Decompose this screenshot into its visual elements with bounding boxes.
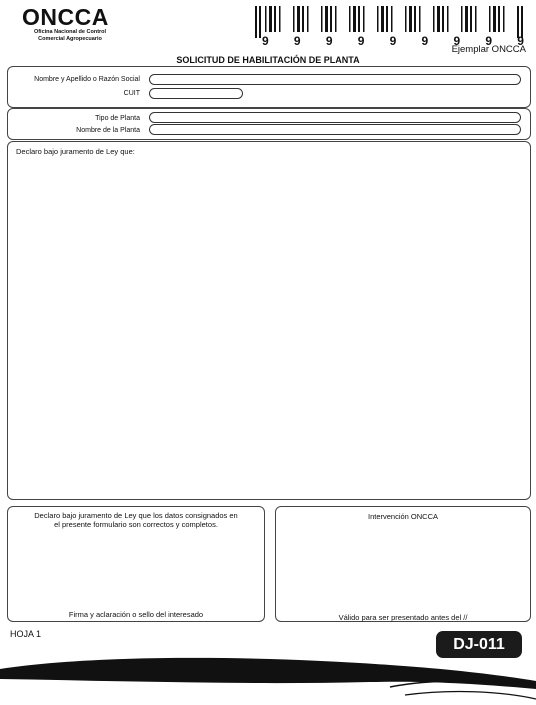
sworn-statement-line1: Declaro bajo juramento de Ley que los datos consignados en xyxy=(34,511,238,520)
cuit-label: CUIT xyxy=(123,90,140,97)
oncca-intervention-box[interactable] xyxy=(275,506,531,622)
barcode-digit: 9 xyxy=(389,34,397,48)
plant-name-field[interactable] xyxy=(149,124,521,135)
plant-type-field[interactable] xyxy=(149,112,521,123)
plant-name-label: Nombre de la Planta xyxy=(76,127,140,134)
signature-label: Firma y aclaración o sello del interesado xyxy=(68,610,204,619)
logo-subtitle-line2: Comercial Agropecuario xyxy=(38,36,102,42)
declaration-box[interactable] xyxy=(7,141,531,500)
applicant-section xyxy=(7,66,531,108)
intervention-title: Intervención ONCCA xyxy=(367,512,439,521)
barcode-digit: 9 xyxy=(485,34,493,48)
cuit-field[interactable] xyxy=(149,88,243,99)
plant-section xyxy=(7,108,531,140)
sworn-statement-line2: el presente formulario son correctos y completos. xyxy=(54,520,218,529)
validity-label: Válido para ser presentado antes del // xyxy=(338,613,468,622)
barcode-digit: 9 xyxy=(325,34,333,48)
barcode-digit: 9 xyxy=(453,34,461,48)
oncca-logo: ONCCA xyxy=(22,4,109,30)
plant-type-label: Tipo de Planta xyxy=(95,115,140,122)
name-label: Nombre y Apellido o Razón Social xyxy=(34,76,140,83)
sheet-number: HOJA 1 xyxy=(10,629,42,639)
barcode-digit: 9 xyxy=(357,34,365,48)
form-title: SOLICITUD DE HABILITACIÓN DE PLANTA xyxy=(176,55,360,65)
sworn-statement xyxy=(10,511,262,529)
decorative-swoosh xyxy=(0,655,536,705)
copy-label: Ejemplar ONCCA xyxy=(451,44,526,55)
logo-subtitle xyxy=(30,29,110,43)
logo-subtitle-line1: Oficina Nacional de Control xyxy=(33,29,107,35)
barcode-digit: 9 xyxy=(293,34,301,48)
barcode-digit: 9 xyxy=(517,34,524,48)
barcode-digit: 9 xyxy=(262,34,269,48)
declaration-label: Declaro bajo juramento de Ley que: xyxy=(16,147,135,156)
name-field[interactable] xyxy=(149,74,521,85)
applicant-signature-box[interactable] xyxy=(7,506,265,622)
barcode-digit: 9 xyxy=(421,34,429,48)
form-code-badge: DJ-011 xyxy=(436,631,522,658)
